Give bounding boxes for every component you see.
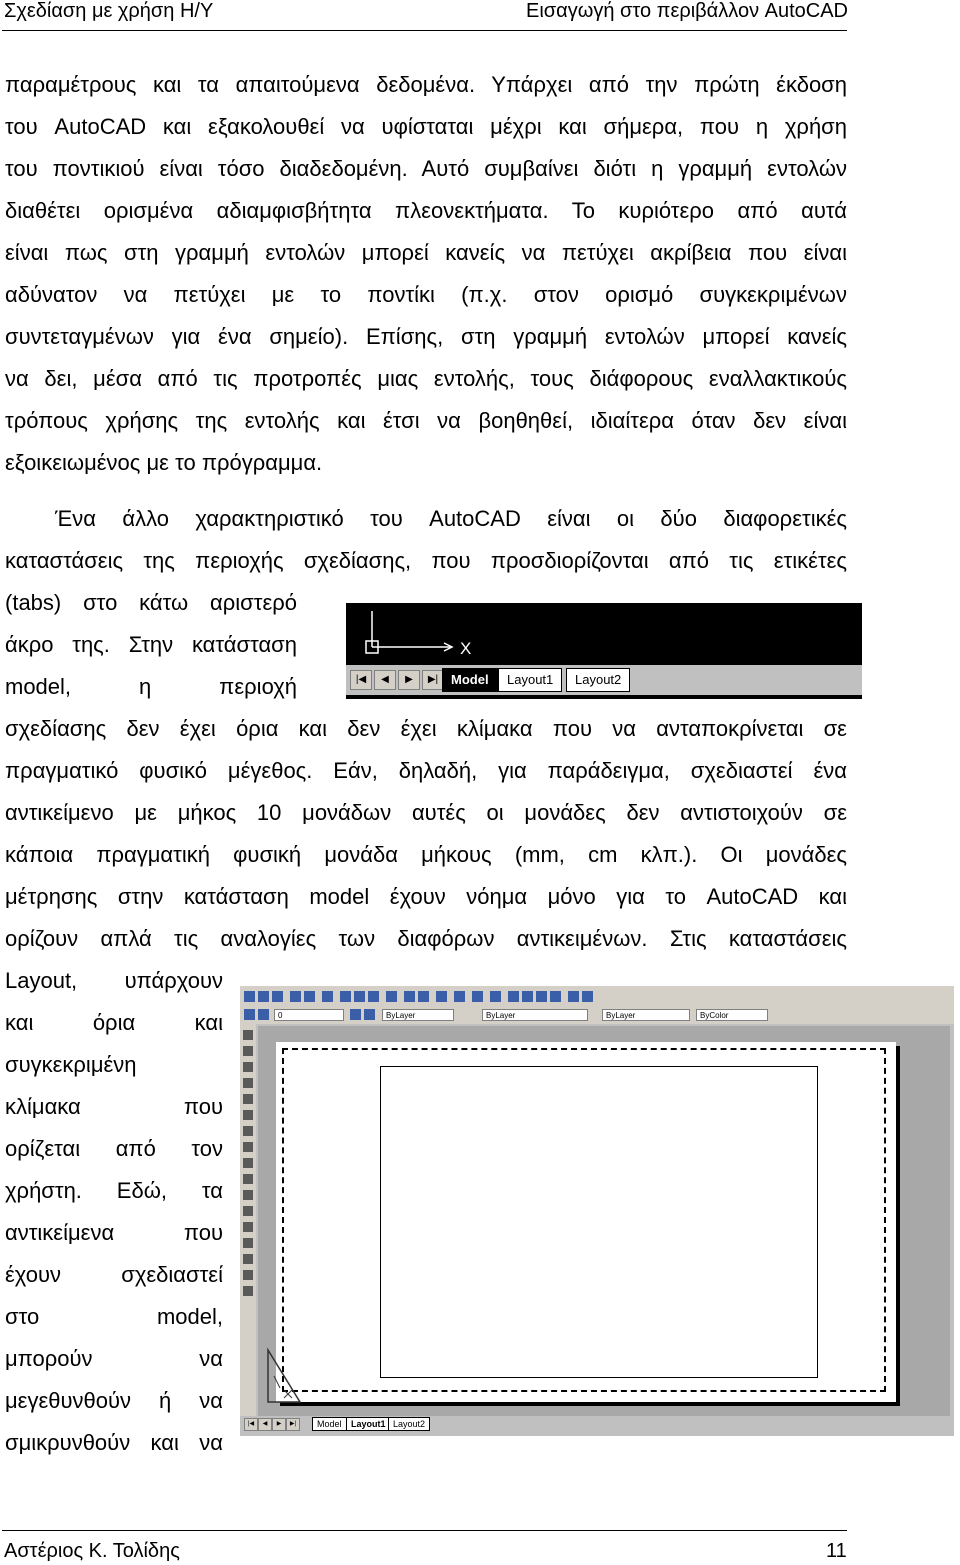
text-line: model, η περιοχή xyxy=(5,674,297,699)
text-line: καταστάσεις της περιοχής σχεδίασης, που προσδιορίζονται από τις ετικέτες xyxy=(5,548,847,573)
previous-tab-button[interactable]: ◀ xyxy=(258,1418,272,1431)
text-line: τρόπους χρήσης της εντολής και έτσι να βοηθηθεί, ιδιαίτερα όταν δεν είναι xyxy=(5,408,847,433)
multiline-text-icon[interactable] xyxy=(243,1286,253,1296)
layout-drawing-area[interactable] xyxy=(258,1026,950,1416)
header-course-title: Σχεδίαση με χρήση Η/Υ xyxy=(4,0,214,22)
lineweight-select[interactable]: ByLayer xyxy=(602,1009,690,1021)
ellipse-arc-icon[interactable] xyxy=(243,1190,253,1200)
page-footer xyxy=(0,1530,960,1564)
text-line: του AutoCAD και εξακολουθεί να υφίσταται μέχρι και σήμερα, που η χρήση xyxy=(5,114,847,139)
text-line: εξοικειωμένος με το πρόγραμμα. xyxy=(5,450,323,475)
text-line: αντικείμενο με μήκος 10 μονάδων αυτές οι μονάδες δεν αντιστοιχούν σε xyxy=(5,800,847,825)
first-tab-button[interactable]: |◀ xyxy=(244,1418,258,1431)
layer-state-icon[interactable] xyxy=(258,1009,269,1020)
ellipse-icon[interactable] xyxy=(243,1174,253,1184)
spline-icon[interactable] xyxy=(243,1158,253,1168)
next-tab-button[interactable]: ▶ xyxy=(398,670,420,690)
text-line: (tabs) στο κάτω αριστερό xyxy=(5,590,297,615)
text-line: Layout, υπάρχουν xyxy=(5,968,223,993)
hyperlink-icon[interactable] xyxy=(436,991,447,1002)
layers-icon[interactable] xyxy=(244,1009,255,1020)
layer-select[interactable]: 0 xyxy=(274,1009,344,1021)
tab-layout2[interactable]: Layout2 xyxy=(566,668,630,692)
spell-icon[interactable] xyxy=(322,991,333,1002)
zoom-window-icon[interactable] xyxy=(536,991,547,1002)
text-line: συντεταγμένων για ένα σημείο). Επίσης, στη γραμμή εντολών μπορεί κανείς xyxy=(5,324,847,349)
layout-tab-bar xyxy=(346,665,862,695)
make-block-icon[interactable] xyxy=(243,1222,253,1232)
open-file-icon[interactable] xyxy=(258,991,269,1002)
text-line: παραμέτρους και τα απαιτούμενα δεδομένα. Υπάρχει από την πρώτη έκδοση xyxy=(5,72,847,97)
polyline-icon[interactable] xyxy=(243,1062,253,1072)
revision-cloud-icon[interactable] xyxy=(243,1142,253,1152)
copy-icon[interactable] xyxy=(354,991,365,1002)
hatch-icon[interactable] xyxy=(243,1254,253,1264)
ucs-toolbar-icon[interactable] xyxy=(454,991,465,1002)
paste-icon[interactable] xyxy=(368,991,379,1002)
last-tab-button[interactable]: ▶| xyxy=(422,670,444,690)
text-line: αδύνατον να πετύχει με το ποντίκι (π.χ. στον ορισμό συγκεκριμένων xyxy=(5,282,847,307)
text-line: χρήστη. Εδώ, τα xyxy=(5,1178,223,1203)
ucs-x-label: X xyxy=(460,639,472,658)
text-line: έχουν σχεδιαστεί xyxy=(5,1262,223,1287)
text-line: σμικρυνθούν και να xyxy=(5,1430,223,1455)
footer-author: Αστέριος Κ. Τολίδης xyxy=(4,1540,180,1562)
properties-icon[interactable] xyxy=(568,991,579,1002)
text-line: διαθέτει ορισμένα αδιαμφισβήτητα πλεονεκτήματα. Το κυριότερο από αυτά xyxy=(5,198,847,223)
region-icon[interactable] xyxy=(243,1270,253,1280)
text-line: είναι πως στη γραμμή εντολών μπορεί κανείς να πετύχει ακρίβεια που είναι xyxy=(5,240,847,265)
paragraph-model-layout-second xyxy=(5,540,847,582)
text-line: μέτρησης στην κατάσταση model έχουν νόημα μόνο για το AutoCAD και xyxy=(5,884,847,909)
print-icon[interactable] xyxy=(290,991,301,1002)
page-number: 11 xyxy=(826,1540,847,1562)
design-center-icon[interactable] xyxy=(582,991,593,1002)
preview-icon[interactable] xyxy=(304,991,315,1002)
distance-icon[interactable] xyxy=(472,991,483,1002)
linetype-select[interactable]: ByLayer xyxy=(482,1009,588,1021)
save-icon[interactable] xyxy=(272,991,283,1002)
ucs-icon xyxy=(364,611,494,663)
construction-line-icon[interactable] xyxy=(243,1046,253,1056)
standard-toolbar xyxy=(240,986,954,1024)
tab-layout1[interactable]: Layout1 xyxy=(346,1417,391,1431)
arc-icon[interactable] xyxy=(243,1110,253,1120)
polygon-icon[interactable] xyxy=(243,1078,253,1088)
redraw-icon[interactable] xyxy=(490,991,501,1002)
paragraph-narrow-wrap xyxy=(5,582,297,708)
text-line: ορίζουν απλά τις αναλογίες των διαφόρων αντικειμένων. Στις καταστάσεις xyxy=(5,926,847,951)
new-file-icon[interactable] xyxy=(244,991,255,1002)
paragraph-layout-side xyxy=(5,960,223,1464)
paperspace-ucs-icon xyxy=(264,1346,304,1406)
text-line: πραγματικό φυσικό μέγεθος. Εάν, δηλαδή, για παράδειγμα, σχεδιαστεί ένα xyxy=(5,758,847,783)
page-header xyxy=(0,0,960,34)
circle-icon[interactable] xyxy=(243,1126,253,1136)
text-line: να δει, μέσα από τις προτροπές μιας εντολής, τους διάφορους εναλλακτικούς xyxy=(5,366,847,391)
plotstyle-select[interactable]: ByColor xyxy=(696,1009,768,1021)
figure-layout-screen xyxy=(240,986,954,1436)
rectangle-icon[interactable] xyxy=(243,1094,253,1104)
layer-previous-icon[interactable] xyxy=(364,1009,375,1020)
text-line: και όρια και xyxy=(5,1010,223,1035)
color-select[interactable]: ByLayer xyxy=(382,1009,454,1021)
insert-block-icon[interactable] xyxy=(243,1206,253,1216)
paragraph-command-line xyxy=(5,64,847,484)
first-tab-button[interactable]: |◀ xyxy=(350,670,372,690)
zoom-realtime-icon[interactable] xyxy=(522,991,533,1002)
text-line: κλίμακα που xyxy=(5,1094,223,1119)
viewport-frame[interactable] xyxy=(380,1066,818,1378)
text-line: του ποντικιού είναι τόσο διαδεδομένη. Αυτό συμβαίνει διότι η γραμμή εντολών xyxy=(5,156,847,181)
text-line: μεγεθυνθούν ή να xyxy=(5,1388,223,1413)
paper-sheet xyxy=(276,1042,896,1402)
zoom-previous-icon[interactable] xyxy=(550,991,561,1002)
text-line: συγκεκριμένη xyxy=(5,1052,137,1077)
text-line: άκρο της. Στην κατάσταση xyxy=(5,632,297,657)
text-line: αντικείμενα που xyxy=(5,1220,223,1245)
text-line: Ένα άλλο χαρακτηριστικό του AutoCAD είναι οι δύο διαφορετικές xyxy=(55,506,847,531)
match-properties-icon[interactable] xyxy=(386,991,397,1002)
redo-icon[interactable] xyxy=(418,991,429,1002)
layout-tab-bar-small xyxy=(240,1416,954,1432)
point-icon[interactable] xyxy=(243,1238,253,1248)
draw-toolbar xyxy=(240,1024,256,1416)
tab-model[interactable]: Model xyxy=(442,668,498,692)
paragraph-model-layout-first xyxy=(55,498,847,540)
tab-layout1[interactable]: Layout1 xyxy=(498,668,562,692)
tab-model[interactable]: Model xyxy=(312,1417,347,1431)
text-line: κάποια πραγματική φυσική μονάδα μήκους (mm, cm κλπ.). Οι μονάδες xyxy=(5,842,847,867)
text-line: σχεδίασης δεν έχει όρια και δεν έχει κλίμακα που να ανταποκρίνεται σε xyxy=(5,716,847,741)
previous-tab-button[interactable]: ◀ xyxy=(374,670,396,690)
make-current-icon[interactable] xyxy=(350,1009,361,1020)
line-icon[interactable] xyxy=(243,1030,253,1040)
text-line: μπορούν να xyxy=(5,1346,223,1371)
figure-model-tabs xyxy=(346,603,862,699)
tab-layout2[interactable]: Layout2 xyxy=(388,1417,430,1431)
pan-icon[interactable] xyxy=(508,991,519,1002)
header-rule xyxy=(2,30,847,31)
text-line: ορίζεται από τον xyxy=(5,1136,223,1161)
header-chapter-title: Εισαγωγή στο περιβάλλον AutoCAD xyxy=(526,0,848,22)
cut-icon[interactable] xyxy=(340,991,351,1002)
text-line: στο model, xyxy=(5,1304,223,1329)
footer-rule xyxy=(2,1530,847,1531)
next-tab-button[interactable]: ▶ xyxy=(272,1418,286,1431)
last-tab-button[interactable]: ▶| xyxy=(286,1418,300,1431)
undo-icon[interactable] xyxy=(404,991,415,1002)
paragraph-model-space xyxy=(5,708,847,960)
